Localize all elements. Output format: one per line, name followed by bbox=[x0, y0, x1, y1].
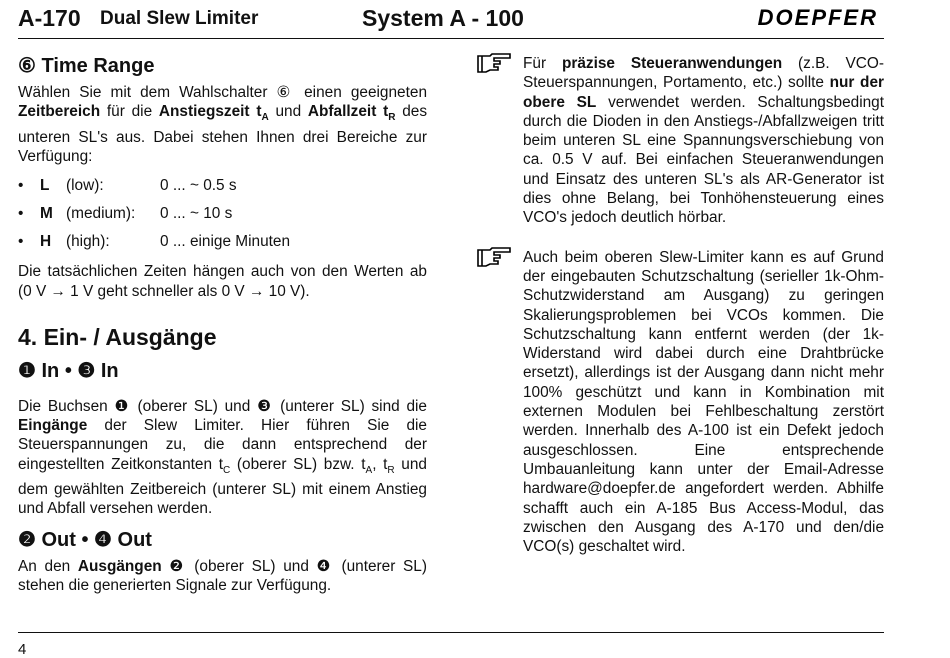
module-number: A-170 bbox=[18, 5, 81, 31]
range-value: 0 ... ~ 0.5 s bbox=[160, 177, 237, 195]
inputs-heading: ❶ In • ❸ In bbox=[18, 359, 119, 382]
range-item bbox=[18, 200, 427, 228]
page-header bbox=[18, 5, 884, 31]
time-range-heading: ⑥ Time Range bbox=[18, 55, 155, 77]
range-key: L bbox=[40, 177, 50, 195]
bullet: • bbox=[18, 205, 24, 223]
range-list bbox=[18, 172, 427, 256]
page-number: 4 bbox=[18, 641, 27, 658]
range-key: H bbox=[40, 233, 52, 251]
time-range-intro: Wählen Sie mit dem Wahlschalter ⑥ einen geeigneten Zeitbereich für die Anstiegszeit $t_A$ und Abfallzeit $t_R$ des unteren SL's aus. Dabei stehen Ihnen drei Bereiche zur Verfügung: bbox=[18, 84, 428, 165]
range-desc: (high): bbox=[66, 233, 110, 251]
system-title: System A - 100 bbox=[362, 5, 524, 31]
bullet: • bbox=[18, 233, 24, 251]
pointing-hand-icon bbox=[476, 246, 514, 268]
note-text: Für präzise Steueranwendungen (z.B. VCO-Steuerspannungen, Portamento, etc.) sollte nur der obere SL verwendet werden. Schaltungsbedingt durch die Dioden in den Anstiegs-/Abfallzweigen tritt beim unteren SL eine Spannungsverschiebung von ca. 0.5 V auf. Bei einfachen Steueranwendungen und Einsatz des unteren SL's als AR-Generator ist dies ohne Belang, bei Tonhöhensteuerung eines VCO's jedoch deutlich hörbar. bbox=[523, 55, 885, 227]
module-name: Dual Slew Limiter bbox=[100, 8, 259, 29]
range-value: 0 ... einige Minuten bbox=[160, 233, 291, 251]
note-block bbox=[476, 54, 884, 228]
range-value: 0 ... ~ 10 s bbox=[160, 205, 233, 223]
note-text: Auch beim oberen Slew-Limiter kann es auf Grund der eingebauten Schutzschaltung (serieller 1k-Ohm-Schutzwiderstand am Ausgang) zu geringen Skalierungsproblemen bei VCOs kommen. Die Schutzschaltung kann entfernt werden (der 1k-Widerstand wird dabei durch eine Drahtbrücke ersetzt), allerdings ist der Ausgang dann nicht mehr 100% geschützt und kann in Kombination mit externen Modulen bei Fehlbeschaltung zerstört werden. Innerhalb des A-100 ist ein Defekt jedoch ausgeschlossen. Eine entsprechende Umbauanleitung kann unter der Email-Adresse hardware@doepfer.de angefordert werden. Abhilfe schafft auch ein A-185 Bus Access-Modul, das zwischen den Ausgang des A-170 und den/die VCO(s) geschaltet wird. bbox=[523, 248, 884, 556]
outputs-heading: ❷ Out • ❹ Out bbox=[18, 528, 152, 551]
brand-logo: DOEPFER bbox=[757, 5, 878, 30]
time-range-outro: Die tatsächlichen Zeiten hängen auch von den Werten ab (0 V → 1 V geht schneller als 0 V → 10 V). bbox=[18, 263, 427, 300]
bullet: • bbox=[18, 177, 24, 195]
range-key: M bbox=[40, 205, 53, 223]
range-item bbox=[18, 172, 427, 200]
footer-rule bbox=[18, 632, 884, 633]
left-column bbox=[18, 54, 427, 595]
header-rule bbox=[18, 38, 884, 39]
range-desc: (low): bbox=[66, 177, 104, 195]
inputs-paragraph: Die Buchsen ❶ (oberer SL) und ❸ (unterer SL) sind die Eingänge der Slew Limiter. Hier führen Sie die Steuerspannungen zu, die dann entsprechend der eingestellten Zeitkonstanten $t_C$ (oberer SL) bzw. $t_A$, $t_R$ und dem gewählten Zeitbereich (unterer SL) mit einem Anstieg und Abfall versehen werden. bbox=[18, 397, 427, 518]
range-desc: (medium): bbox=[66, 205, 136, 223]
outputs-paragraph: An den Ausgängen ❷ (oberer SL) und ❹ (unterer SL) stehen die generierten Signale zur Verfügung. bbox=[18, 557, 427, 595]
io-section-heading: 4. Ein- / Ausgänge bbox=[18, 323, 217, 350]
note-block bbox=[476, 248, 884, 557]
range-item bbox=[18, 228, 427, 256]
right-column bbox=[476, 54, 884, 576]
pointing-hand-icon bbox=[476, 52, 514, 74]
